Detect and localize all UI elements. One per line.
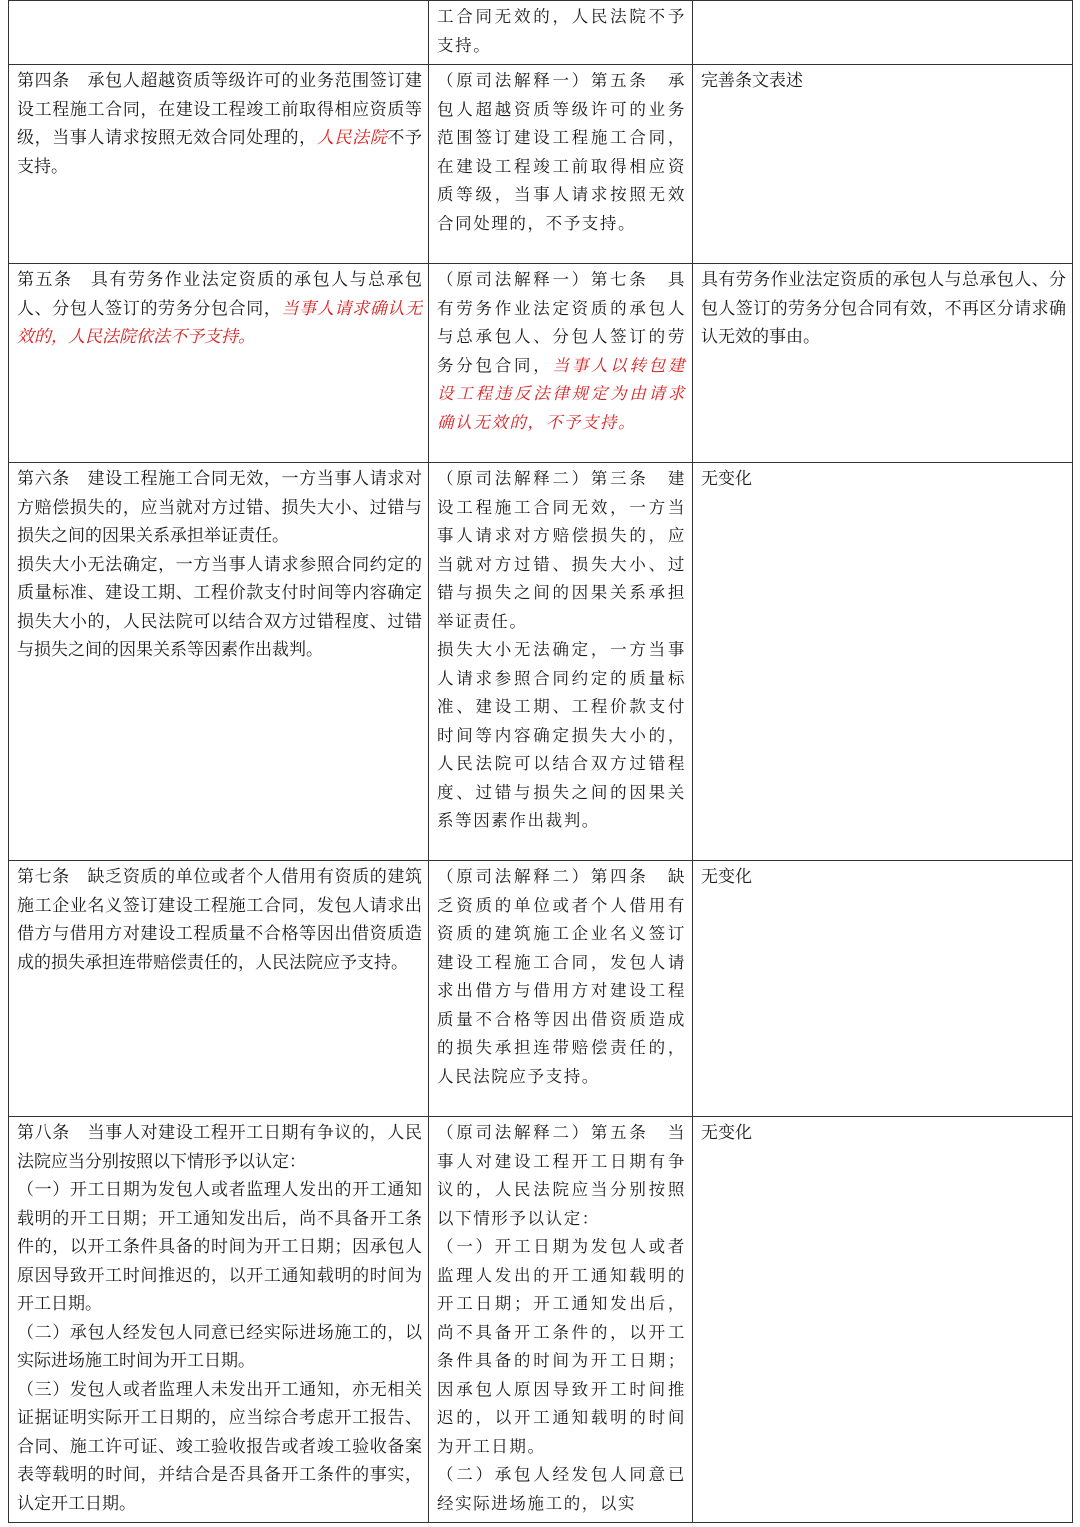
new-article-cell <box>9 264 429 463</box>
table-row <box>9 463 1073 861</box>
old-article-cell <box>429 1 693 65</box>
highlighted-text: 当事人以转包建设工程违反法律规定为由请求确认无效的，不予支持。 <box>437 355 686 432</box>
cell-text: （原司法解释二）第三条 建设工程施工合同无效，一方当事人请求对方赔偿损失的，应当就对方过错、损失大小、过错与损失之间的因果关系承担举证责任。 损失大小无法确定，一方当事人请求参照合同约定的质量标准、建设工期、工程价款支付时间等内容确定损失大小的，人民法院可以结合双方过错程度、过错与损失之间的因果关系等因素作出裁判。 <box>437 469 686 830</box>
change-note-cell <box>693 264 1073 463</box>
table-row <box>9 264 1073 463</box>
table-row <box>9 65 1073 264</box>
change-note-cell <box>693 1 1073 65</box>
cell-text: （原司法解释一）第五条 承包人超越资质等级许可的业务范围签订建设工程施工合同，在建设工程竣工前取得相应资质等级，当事人请求按照无效合同处理的，不予支持。 <box>437 71 686 233</box>
change-note-cell <box>693 65 1073 264</box>
cell-text: 无变化 <box>701 469 752 489</box>
cell-text: 无变化 <box>701 1123 752 1143</box>
old-article-cell <box>429 463 693 861</box>
new-article-cell <box>9 65 429 264</box>
old-article-cell <box>429 264 693 463</box>
table-row <box>9 861 1073 1117</box>
cell-text: 工合同无效的，人民法院不予支持。 <box>437 7 686 55</box>
new-article-cell <box>9 861 429 1117</box>
cell-text: 具有劳务作业法定资质的承包人与总承包人、分包人签订的劳务分包合同有效，不再区分请求确认无效的事由。 <box>701 270 1066 347</box>
cell-text: （原司法解释一）第七条 具有劳务作业法定资质的承包人与总承包人、分包人签订的劳务分包合同， <box>437 270 686 375</box>
new-article-cell <box>9 463 429 861</box>
change-note-cell <box>693 463 1073 861</box>
change-note-cell <box>693 861 1073 1117</box>
change-note-cell <box>693 1117 1073 1523</box>
highlighted-text: 人民法院 <box>316 128 388 148</box>
table-row <box>9 1117 1073 1523</box>
cell-text: 第五条 具有劳务作业法定资质的承包人与总承包人、分包人签订的劳务分包合同， <box>17 270 422 319</box>
cell-text: （原司法解释二）第四条 缺乏资质的单位或者个人借用有资质的建筑施工企业名义签订建设工程施工合同，发包人请求出借方与借用方对建设工程质量不合格等因出借资质造成的损失承担连带赔偿责任的，人民法院应予支持。 <box>437 867 686 1086</box>
new-article-cell <box>9 1117 429 1523</box>
cell-text: 第七条 缺乏资质的单位或者个人借用有资质的建筑施工企业名义签订建设工程施工合同，发包人请求出借方与借用方对建设工程质量不合格等因出借资质造成的损失承担连带赔偿责任的，人民法院应予支持。 <box>17 867 422 973</box>
highlighted-text: 当事人请求确认无效的，人民法院依法不予支持。 <box>17 298 423 347</box>
old-article-cell <box>429 1117 693 1523</box>
cell-text: （原司法解释二）第五条 当事人对建设工程开工日期有争议的，人民法院应当分别按照以下情形予以认定： （一）开工日期为发包人或者监理人发出的开工通知载明的开工日期；开工通知发出后，尚不具备开工条件的，以开工条件具备的时间为开工日期；因承包人原因导致开工时间推迟的，以开工通知载明的时间为开工日期。 （二）承包人经发包人同意已经实际进场施工的，以实 <box>437 1123 686 1513</box>
cell-text: 无变化 <box>701 867 752 887</box>
cell-text: 不予支持。 <box>17 128 423 177</box>
new-article-cell <box>9 1 429 65</box>
comparison-table-body <box>9 1 1073 1523</box>
cell-text: 第四条 承包人超越资质等级许可的业务范围签订建设工程施工合同，在建设工程竣工前取得相应资质等级，当事人请求按照无效合同处理的， <box>17 71 422 148</box>
old-article-cell <box>429 861 693 1117</box>
cell-text: 完善条文表述 <box>701 71 803 91</box>
old-article-cell <box>429 65 693 264</box>
cell-text: 第六条 建设工程施工合同无效，一方当事人请求对方赔偿损失的，应当就对方过错、损失大小、过错与损失之间的因果关系承担举证责任。 损失大小无法确定，一方当事人请求参照合同约定的质量标准、建设工期、工程价款支付时间等内容确定损失大小的，人民法院可以结合双方过错程度、过错与损失之间的因果关系等因素作出裁判。 <box>17 469 422 660</box>
cell-text: 第八条 当事人对建设工程开工日期有争议的，人民法院应当分别按照以下情形予以认定： （一）开工日期为发包人或者监理人发出的开工通知载明的开工日期；开工通知发出后，尚不具备开工条件的，以开工条件具备的时间为开工日期；因承包人原因导致开工时间推迟的，以开工通知载明的时间为开工日期。 （二）承包人经发包人同意已经实际进场施工的，以实际进场施工时间为开工日期。 （三）发包人或者监理人未发出开工通知，亦无相关证据证明实际开工日期的，应当综合考虑开工报告、合同、施工许可证、竣工验收报告或者竣工验收备案表等载明的时间，并结合是否具备开工条件的事实，认定开工日期。 <box>17 1123 422 1514</box>
table-row <box>9 1 1073 65</box>
comparison-table <box>8 0 1073 1523</box>
